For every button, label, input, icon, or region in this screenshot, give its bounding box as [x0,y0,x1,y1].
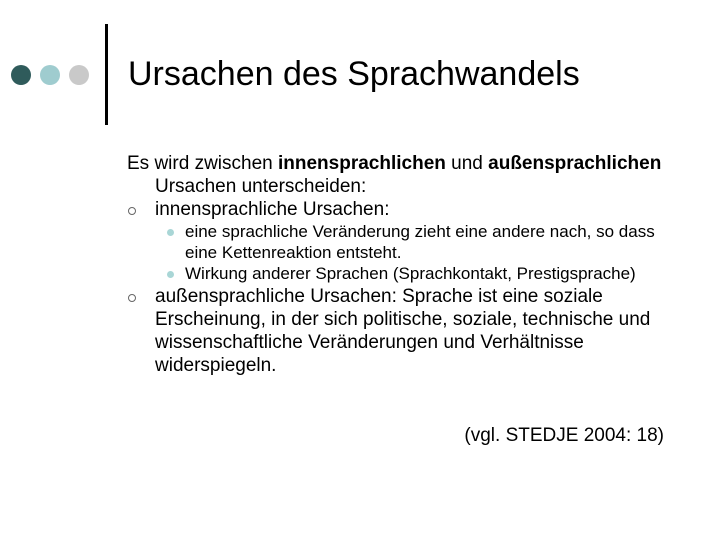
citation: (vgl. STEDJE 2004: 18) [464,425,664,446]
sub-bullet-text: Wirkung anderer Sprachen (Sprachkontakt, Prestigsprache) [185,264,636,283]
bullet-text: außensprachliche Ursachen: Sprache ist eine soziale Erscheinung, in der sich politische, soziale, technische und wissenschaftliche Veränderungen und Verhältnisse widerspiegeln. [155,286,651,376]
dark-teal-dot [11,65,31,85]
gray-dot [69,65,89,85]
intro-text-2: und [445,153,489,174]
bullet-text: innensprachliche Ursachen: [155,199,390,220]
title-divider [105,24,108,125]
intro-text-3: Ursachen unterscheiden: [155,176,367,197]
page-title: Ursachen des Sprachwandels [128,55,580,93]
hollow-circle-bullet-icon [128,207,136,215]
intro-text-1: Es wird zwischen [127,153,278,174]
intro-bold-2: außensprachlichen [488,153,662,174]
sub-bullet-item [127,263,677,284]
filled-circle-bullet-icon [167,229,174,236]
intro-bold-1: innensprachlichen [278,153,446,174]
slide-body [127,152,677,446]
bullet-item-outer [127,285,677,377]
filled-circle-bullet-icon [167,271,174,278]
sub-bullet-item [127,221,677,263]
sub-bullet-text: eine sprachliche Veränderung zieht eine andere nach, so dass eine Kettenreaktion entsteht. [185,222,655,262]
intro-paragraph [127,152,677,198]
light-teal-dot [40,65,60,85]
hollow-circle-bullet-icon [128,294,136,302]
bullet-item-inner [127,198,677,221]
